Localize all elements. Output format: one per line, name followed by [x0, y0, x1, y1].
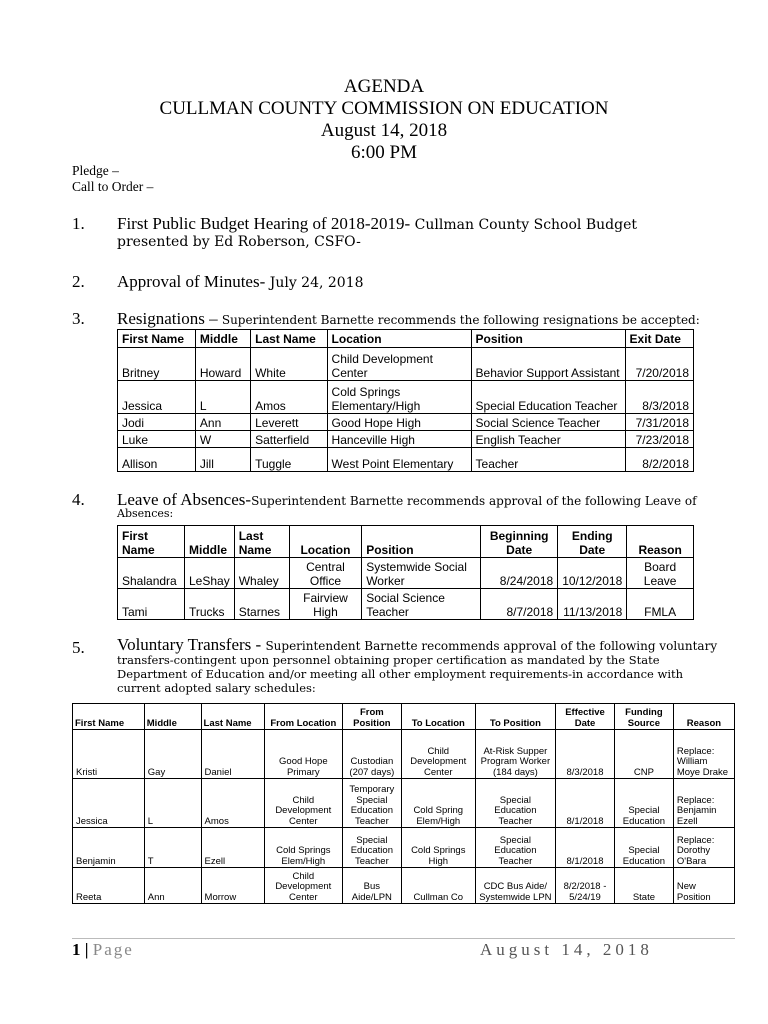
- cell: 7/23/2018: [625, 431, 693, 448]
- cell: Good Hope Primary: [264, 730, 342, 779]
- cell: Shalandra: [118, 558, 185, 589]
- cell: W: [195, 431, 250, 448]
- cell: Central Office: [289, 558, 361, 589]
- cell: New Position: [673, 868, 734, 904]
- cell: Gay: [144, 730, 201, 779]
- cell: CNP: [614, 730, 673, 779]
- col-header: To Location: [401, 704, 475, 730]
- item-title: Leave of Absences-: [117, 490, 252, 509]
- item-title: Resignations –: [117, 309, 222, 328]
- item-number: 5.: [72, 638, 85, 657]
- col-header: Funding Source: [614, 704, 673, 730]
- item-text: Superintendent Barnette recommends approval of the following Leave of: [251, 494, 697, 508]
- col-header: To Position: [475, 704, 555, 730]
- cell: Hanceville High: [327, 431, 471, 448]
- page-word: Page: [92, 940, 134, 959]
- cell: Tami: [118, 589, 185, 620]
- call-to-order: Call to Order –: [72, 179, 154, 194]
- item-text: Absences:: [117, 507, 174, 520]
- cell: L: [144, 779, 201, 828]
- cell: Special Education Teacher: [475, 779, 555, 828]
- cell: Amos: [251, 381, 327, 414]
- item-number: 3.: [72, 309, 85, 328]
- header-line-4: 6:00 PM: [351, 142, 417, 163]
- cell: Replace: Benjamin Ezell: [673, 779, 734, 828]
- item-text: Cullman County School Budget: [410, 217, 637, 233]
- cell: Cold Spring Elem/High: [401, 779, 475, 828]
- cell: Special Education Teacher: [471, 381, 625, 414]
- cell: Tuggle: [251, 448, 327, 472]
- col-header: Middle: [195, 330, 250, 348]
- col-header: From Location: [264, 704, 342, 730]
- cell: 10/12/2018: [558, 558, 627, 589]
- table-row: [73, 779, 735, 828]
- cell: 8/3/2018: [556, 730, 615, 779]
- cell: Benjamin: [73, 828, 145, 868]
- page-sep: |: [80, 940, 93, 959]
- table-row: [118, 589, 694, 620]
- col-header: Last Name: [234, 526, 289, 558]
- page-number: [72, 940, 134, 960]
- cell: 8/3/2018: [625, 381, 693, 414]
- header-line-2: CULLMAN COUNTY COMMISSION ON EDUCATION: [159, 98, 609, 119]
- cell: 8/24/2018: [481, 558, 558, 589]
- col-header: Position: [471, 330, 625, 348]
- cell: Leverett: [251, 414, 327, 431]
- cell: Jill: [195, 448, 250, 472]
- resignations-table: [117, 329, 694, 472]
- cell: Custodian (207 days): [342, 730, 401, 779]
- item-number: 1.: [72, 214, 85, 233]
- col-header: Beginning Date: [481, 526, 558, 558]
- cell: Starnes: [234, 589, 289, 620]
- cell: Britney: [118, 348, 196, 381]
- table-row: [73, 868, 735, 904]
- cell: Howard: [195, 348, 250, 381]
- cell: Whaley: [234, 558, 289, 589]
- item-text: current adopted salary schedules:: [117, 681, 316, 695]
- header-line-1: AGENDA: [343, 76, 425, 97]
- cell: LeShay: [185, 558, 235, 589]
- table-row: [118, 381, 694, 414]
- cell: Board Leave: [627, 558, 694, 589]
- transfers-table: [72, 703, 735, 904]
- col-header: Location: [327, 330, 471, 348]
- col-header: From Position: [342, 704, 401, 730]
- item-number: 2.: [72, 272, 85, 291]
- leave-table: [117, 525, 694, 620]
- cell: Kristi: [73, 730, 145, 779]
- col-header: First Name: [118, 526, 185, 558]
- item-title: Voluntary Transfers -: [117, 635, 266, 654]
- table-row: [118, 348, 694, 381]
- cell: Good Hope High: [327, 414, 471, 431]
- cell: 8/7/2018: [481, 589, 558, 620]
- cell: Special Education: [614, 779, 673, 828]
- footer-date: August 14, 2018: [480, 940, 653, 959]
- cell: West Point Elementary: [327, 448, 471, 472]
- cell: Cold Springs Elem/High: [264, 828, 342, 868]
- table-row: [118, 558, 694, 589]
- table-row: [118, 431, 694, 448]
- cell: Social Science Teacher: [471, 414, 625, 431]
- cell: At-Risk Supper Program Worker (184 days): [475, 730, 555, 779]
- cell: Child Development Center: [327, 348, 471, 381]
- cell: Fairview High: [289, 589, 361, 620]
- agenda-header: [0, 76, 768, 164]
- page-num: 1: [72, 940, 81, 959]
- cell: Teacher: [471, 448, 625, 472]
- cell: CDC Bus Aide/ Systemwide LPN: [475, 868, 555, 904]
- cell: Amos: [201, 779, 264, 828]
- header-line-3: August 14, 2018: [320, 120, 448, 141]
- col-header: Middle: [185, 526, 235, 558]
- item-text: Superintendent Barnette recommends the following resignations be accepted:: [221, 313, 700, 327]
- cell: State: [614, 868, 673, 904]
- col-header: Effective Date: [556, 704, 615, 730]
- cell: Reeta: [73, 868, 145, 904]
- cell: 7/20/2018: [625, 348, 693, 381]
- item-text: Department of Education and/or meeting all other employment requirements-in accordance with: [117, 667, 684, 681]
- cell: Special Education Teacher: [475, 828, 555, 868]
- col-header: Location: [289, 526, 361, 558]
- cell: Social Science Teacher: [362, 589, 481, 620]
- cell: Cullman Co: [401, 868, 475, 904]
- col-header: Middle: [144, 704, 201, 730]
- table-row: [73, 828, 735, 868]
- cell: 8/1/2018: [556, 779, 615, 828]
- table-row: [118, 448, 694, 472]
- cell: Jodi: [118, 414, 196, 431]
- cell: Morrow: [201, 868, 264, 904]
- cell: Special Education: [614, 828, 673, 868]
- pledge-block: [72, 163, 153, 195]
- cell: Bus Aide/LPN: [342, 868, 401, 904]
- col-header: Reason: [673, 704, 734, 730]
- cell: 11/13/2018: [558, 589, 627, 620]
- item-text: transfers-contingent upon personnel obtaining proper certification as mandated by the State: [117, 653, 660, 667]
- col-header: Exit Date: [625, 330, 693, 348]
- cell: FMLA: [627, 589, 694, 620]
- cell: Allison: [118, 448, 196, 472]
- cell: 7/31/2018: [625, 414, 693, 431]
- cell: Systemwide Social Worker: [362, 558, 481, 589]
- cell: Replace: William Moye Drake: [673, 730, 734, 779]
- cell: Child Development Center: [264, 779, 342, 828]
- item-number: 4.: [72, 490, 85, 509]
- cell: 8/2/2018: [625, 448, 693, 472]
- item-title: First Public Budget Hearing of 2018-2019-: [117, 214, 411, 233]
- cell: Jessica: [118, 381, 196, 414]
- cell: Trucks: [185, 589, 235, 620]
- cell: Ann: [195, 414, 250, 431]
- cell: Replace: Dorothy O'Bara: [673, 828, 734, 868]
- cell: White: [251, 348, 327, 381]
- cell: Satterfield: [251, 431, 327, 448]
- item-text: Superintendent Barnette recommends approval of the following voluntary: [265, 639, 718, 653]
- table-row: [73, 730, 735, 779]
- col-header: Last Name: [201, 704, 264, 730]
- col-header: Position: [362, 526, 481, 558]
- cell: Child Development Center: [264, 868, 342, 904]
- col-header: Ending Date: [558, 526, 627, 558]
- col-header: Reason: [627, 526, 694, 558]
- cell: Luke: [118, 431, 196, 448]
- cell: Child Development Center: [401, 730, 475, 779]
- item-text: presented by Ed Roberson, CSFO-: [117, 234, 361, 250]
- cell: T: [144, 828, 201, 868]
- cell: English Teacher: [471, 431, 625, 448]
- cell: Cold Springs Elementary/High: [327, 381, 471, 414]
- col-header: Last Name: [251, 330, 327, 348]
- cell: 8/1/2018: [556, 828, 615, 868]
- table-row: [118, 414, 694, 431]
- cell: Jessica: [73, 779, 145, 828]
- cell: Ann: [144, 868, 201, 904]
- cell: Special Education Teacher: [342, 828, 401, 868]
- pledge: Pledge –: [72, 163, 119, 178]
- cell: Cold Springs High: [401, 828, 475, 868]
- cell: Ezell: [201, 828, 264, 868]
- cell: Temporary Special Education Teacher: [342, 779, 401, 828]
- item-text: July 24, 2018: [265, 275, 364, 291]
- cell: Daniel: [201, 730, 264, 779]
- item-title: Approval of Minutes-: [117, 272, 266, 291]
- col-header: First Name: [118, 330, 196, 348]
- cell: Behavior Support Assistant: [471, 348, 625, 381]
- cell: 8/2/2018 - 5/24/19: [556, 868, 615, 904]
- cell: L: [195, 381, 250, 414]
- col-header: First Name: [73, 704, 145, 730]
